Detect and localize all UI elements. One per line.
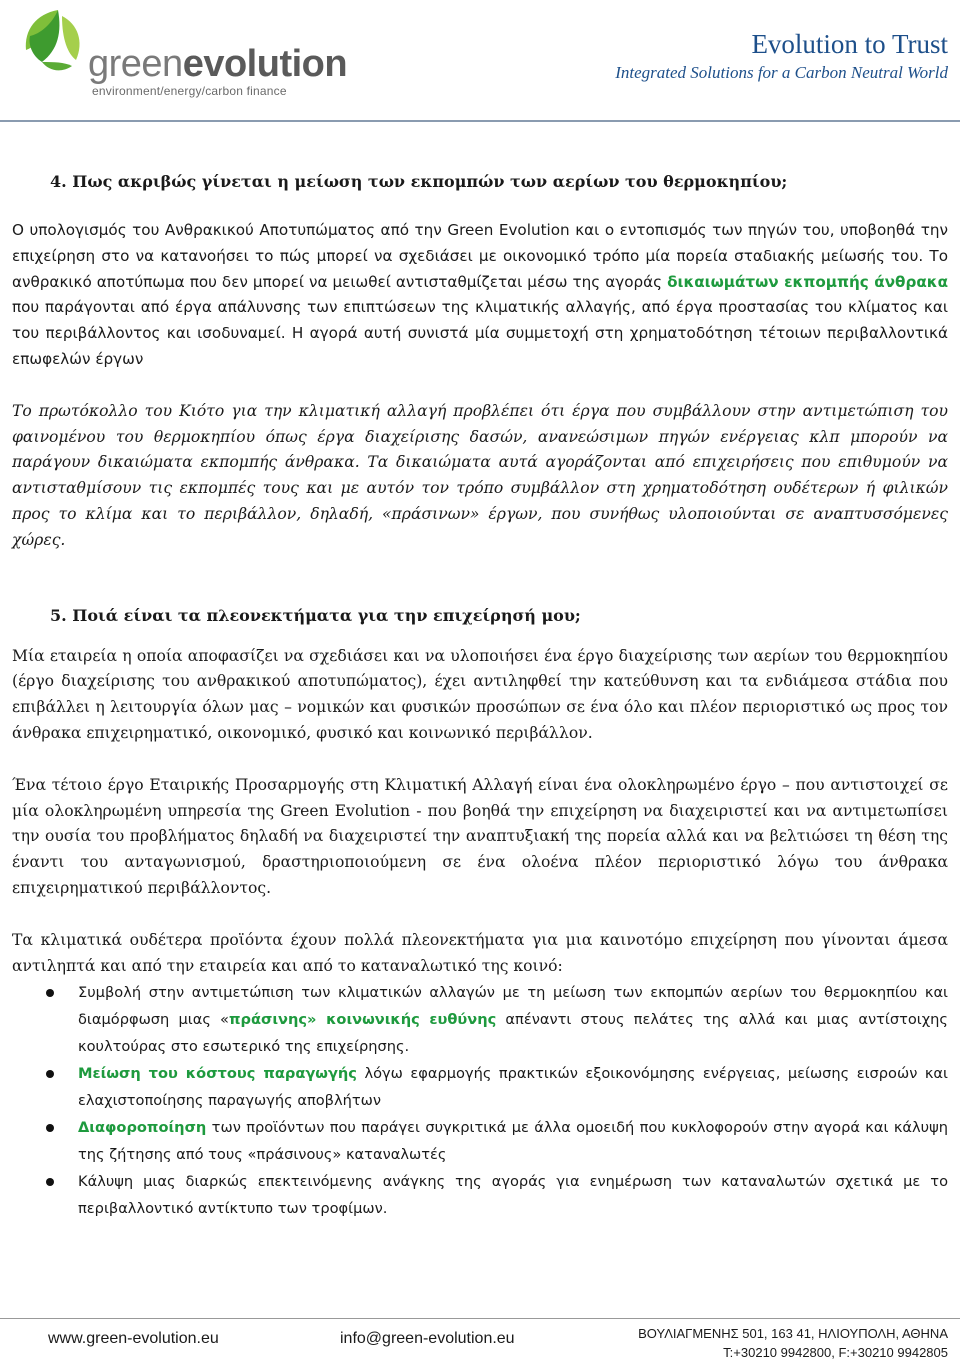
list-item-post: των προϊόντων που παράγει συγκριτικά με άλλα ομοειδή που κυκλοφορούν στην αγορά και κάλυψη της ζήτησης από τους «πράσινους» καταναλωτές — [78, 1119, 948, 1164]
document-body — [12, 168, 948, 1222]
footer-website-link[interactable]: www.green-evolution.eu — [48, 1330, 219, 1347]
spacer — [12, 902, 948, 928]
bullet-icon — [46, 989, 54, 997]
logo-word-green: green — [88, 43, 183, 85]
logo-wordmark — [88, 44, 347, 84]
footer-divider — [0, 1318, 960, 1319]
list-item-post: απέναντι στους πελάτες της αλλά και μιας αντίστοιχης κουλτούρας στο εσωτερικό της επιχείρησης. — [78, 1011, 948, 1056]
page-header — [0, 0, 960, 120]
list-item — [12, 979, 948, 1060]
bullet-icon — [46, 1070, 54, 1078]
list-item-pre: Συμβολή στην αντιμετώπιση των κλιματικών αλλαγών με τη μείωση των εκπομπών αερίων του θερμοκηπίου και διαμόρφωση μιας « — [78, 984, 948, 1029]
section-4-heading: 4. Πως ακριβώς γίνεται η μείωση των εκπομπών των αερίων του θερμοκηπίου; — [50, 172, 788, 191]
list-item-highlight: πράσινης» κοινωνικής ευθύνης — [228, 1011, 497, 1029]
header-titles — [615, 28, 948, 86]
bullet-icon — [46, 1124, 54, 1132]
spacer — [12, 630, 948, 644]
header-title: Evolution to Trust — [751, 29, 948, 59]
section-5-paragraph-1: Μία εταιρεία η οποία αποφασίζει να σχεδιάσει και να υλοποιήσει ένα έργο διαχείρισης των αερίων του θερμοκηπίου (έργο διαχείρισης του ανθρακικού αποτυπώματος), έχει αντιληφθεί την κατεύθυνση και τα ενδιάμεσα στάδια που επιβάλλει η λειτουργία όλων μας – νομικών και φυσικών προσώπων σε ένα όλο και πλέον περιοριστικό ως προς τον άνθρακα επιχειρηματικό, οικονομικό, φυσικό και κοινωνικό περιβάλλον. — [12, 646, 948, 742]
leaf-icon — [18, 4, 98, 84]
s4p1-text-a: Ο υπολογισμός του Ανθρακικού Αποτυπώματος από την Green Evolution και ο εντοπισμός των πηγών του, υποβοηθά την επιχείρηση στο να κατανοήσει το πώς μπορεί να σχεδιάσει με οικονομικό τρόπο μία πορεία σταδιακής μείωσής του. Το ανθρακικό αποτύπωμα που δεν μπορεί να μειωθεί αντισταθμίζεται μέσω της αγοράς — [12, 221, 948, 291]
section-4-paragraph-2: Το πρωτόκολλο του Κιότο για την κλιματική αλλαγή προβλέπει ότι έργα που συμβάλλουν στην αντιμετώπιση του φαινομένου του θερμοκηπίου όπως έργα διαχείρισης δασών, ανανεώσιμων πηγών ενέργειας κλπ μπορούν να παράγουν δικαιώματα εκπομπής άνθρακα. Τα δικαιώματα αυτά αγοράζονται από επιχειρήσεις που επιθυμούν να αντισταθμίσουν τις εκπομπές τους και με αυτόν τον τρόπο συμβάλλον στη χρηματοδότηση ουδέτερων ή φιλικών προς το κλίμα και το περιβάλλον, δηλαδή, «πράσινων» έργων, που συνήθως υλοποιούνται σε αναπτυσσόμενες χώρες. — [12, 401, 948, 549]
spacer — [12, 196, 948, 218]
logo-word-evolution: evolution — [182, 43, 348, 85]
bullet-icon — [46, 1178, 54, 1186]
list-item — [12, 1114, 948, 1168]
s4p1-highlight: δικαιωμάτων εκπομπής άνθρακα — [667, 272, 949, 291]
header-subtitle: Integrated Solutions for a Carbon Neutral World — [615, 63, 948, 82]
header-divider — [0, 120, 960, 122]
green-evolution-logo — [18, 4, 348, 100]
list-item-highlight: Διαφοροποίηση — [78, 1119, 207, 1137]
footer-phone: T:+30210 9942800, F:+30210 9942805 — [723, 1345, 948, 1360]
list-item-highlight: Μείωση του κόστους παραγωγής — [78, 1065, 357, 1083]
footer-address: ΒΟΥΛΙΑΓΜΕΝΗΣ 501, 163 41, ΗΛΙΟΥΠΟΛΗ, ΑΘΗΝΑ — [638, 1326, 948, 1341]
advantages-list — [12, 979, 948, 1222]
section-5-paragraph-2: Ένα τέτοιο έργο Εταιρικής Προσαρμογής στη Κλιματική Αλλαγή είναι ένα ολοκληρωμένο έργο – που αντιστοιχεί σε μία ολοκληρωμένη υπηρεσία της Green Evolution - που βοηθά την επιχείρηση να διαχειριστεί και να αντιμετωπίσει την ουσία του προβλήματος δηλαδή να διαχειριστεί την αναπτυξιακή της πορεία αλλά και να βελτιώσει τη θέση της έναντι του ανταγωνισμού, δραστηριοποιούμενη σε ένα ολοένα πλέον περιοριστικό λόγω του άνθρακα επιχειρηματικού περιβάλλοντος. — [12, 775, 948, 897]
list-item-post: λόγω εφαρμογής πρακτικών εξοικονόμησης ενέργειας, μείωσης εισροών και ελαχιστοποίησης παραγωγής αποβλήτων — [78, 1065, 948, 1110]
list-item-pre: Κάλυψη μιας διαρκώς επεκτεινόμενης ανάγκης της αγοράς για ενημέρωση των καταναλωτών σχετικά με το περιβαλλοντικό αντίκτυπο των τροφίμων. — [78, 1173, 948, 1218]
s4p1-text-b: που παράγονται από έργα απάλυνσης των επιπτώσεων της κλιματικής αλλαγής, από έργα προστασίας του κλίματος και του περιβάλλοντος και ισοδυναμεί. Η αγορά αυτή συνιστά μία συμμετοχή στη χρηματοδότηση τέτοιων περιβαλλοντικά επωφελών έργων — [12, 298, 948, 368]
logo-tagline: environment/energy/carbon finance — [92, 84, 287, 98]
spacer — [12, 554, 948, 602]
spacer — [12, 373, 948, 399]
footer-email-link[interactable]: info@green-evolution.eu — [340, 1330, 515, 1347]
spacer — [12, 747, 948, 773]
section-5-paragraph-3: Τα κλιματικά ουδέτερα προϊόντα έχουν πολλά πλεονεκτήματα για μια καινοτόμο επιχείρηση που γίνονται άμεσα αντιληπτά και από την εταιρεία και από το καταναλωτικό της κοινό: — [12, 930, 948, 975]
footer-contact — [638, 1324, 948, 1362]
page-footer — [0, 1322, 960, 1364]
section-5-heading: 5. Ποιά είναι τα πλεονεκτήματα για την επιχείρησή μου; — [50, 605, 581, 625]
list-item — [12, 1168, 948, 1222]
list-item — [12, 1060, 948, 1114]
section-4-paragraph-1 — [12, 218, 948, 373]
